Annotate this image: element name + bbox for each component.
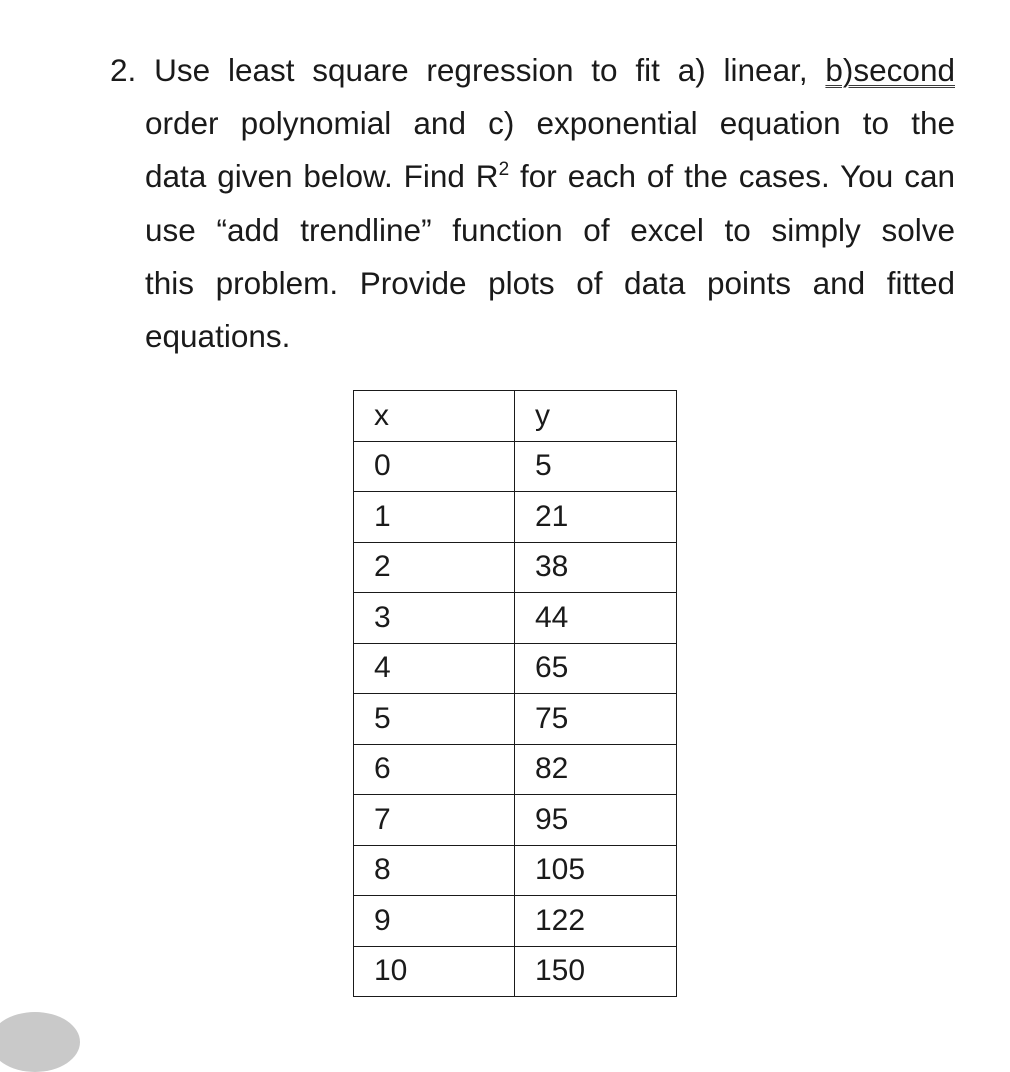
- problem-line-4: use “add trendline” function of excel to simply solve: [145, 211, 955, 248]
- cell-y: 5: [515, 441, 677, 492]
- cell-y: 95: [515, 795, 677, 846]
- problem-line-3-post: for each of the cases. You can: [509, 158, 955, 195]
- cell-y: 75: [515, 694, 677, 745]
- cell-x: 9: [354, 896, 515, 947]
- table-row: [354, 542, 677, 593]
- cell-y: 150: [515, 946, 677, 997]
- table-row: [354, 643, 677, 694]
- flagged-word: b)second: [825, 52, 955, 88]
- cell-x: 1: [354, 492, 515, 543]
- table-row: [354, 492, 677, 543]
- table-row: [354, 694, 677, 745]
- problem-line-1-text: Use least square regression to fit a) linear,: [154, 52, 826, 88]
- table-row: [354, 946, 677, 997]
- cell-x: 0: [354, 441, 515, 492]
- table-row: [354, 795, 677, 846]
- table-row: [354, 593, 677, 644]
- cell-x: 3: [354, 593, 515, 644]
- problem-line-2: order polynomial and c) exponential equation to the: [145, 105, 955, 142]
- cell-x: 8: [354, 845, 515, 896]
- cell-x: 2: [354, 542, 515, 593]
- problem-line-6: equations.: [145, 317, 291, 354]
- table-header-row: [354, 391, 677, 442]
- header-y: y: [515, 391, 677, 442]
- table-row: [354, 896, 677, 947]
- cell-x: 7: [354, 795, 515, 846]
- problem-line-3-pre: data given below. Find R: [145, 158, 499, 195]
- table-row: [354, 744, 677, 795]
- problem-line-5: this problem. Provide plots of data points and fitted: [145, 264, 955, 301]
- r-squared-exponent: 2: [498, 159, 510, 181]
- problem-line-1: [110, 44, 955, 97]
- cell-y: 105: [515, 845, 677, 896]
- cell-y: 38: [515, 542, 677, 593]
- table-row: [354, 441, 677, 492]
- problem-statement: [110, 44, 955, 363]
- cell-y: 122: [515, 896, 677, 947]
- header-x: x: [354, 391, 515, 442]
- cell-x: 10: [354, 946, 515, 997]
- cell-x: 6: [354, 744, 515, 795]
- cell-y: 44: [515, 593, 677, 644]
- cell-x: 4: [354, 643, 515, 694]
- table-row: [354, 845, 677, 896]
- floating-button-edge[interactable]: [0, 1012, 80, 1072]
- cell-x: 5: [354, 694, 515, 745]
- cell-y: 65: [515, 643, 677, 694]
- data-table: [353, 390, 677, 997]
- cell-y: 82: [515, 744, 677, 795]
- cell-y: 21: [515, 492, 677, 543]
- problem-line-3: [110, 150, 955, 203]
- problem-number: 2.: [110, 52, 137, 88]
